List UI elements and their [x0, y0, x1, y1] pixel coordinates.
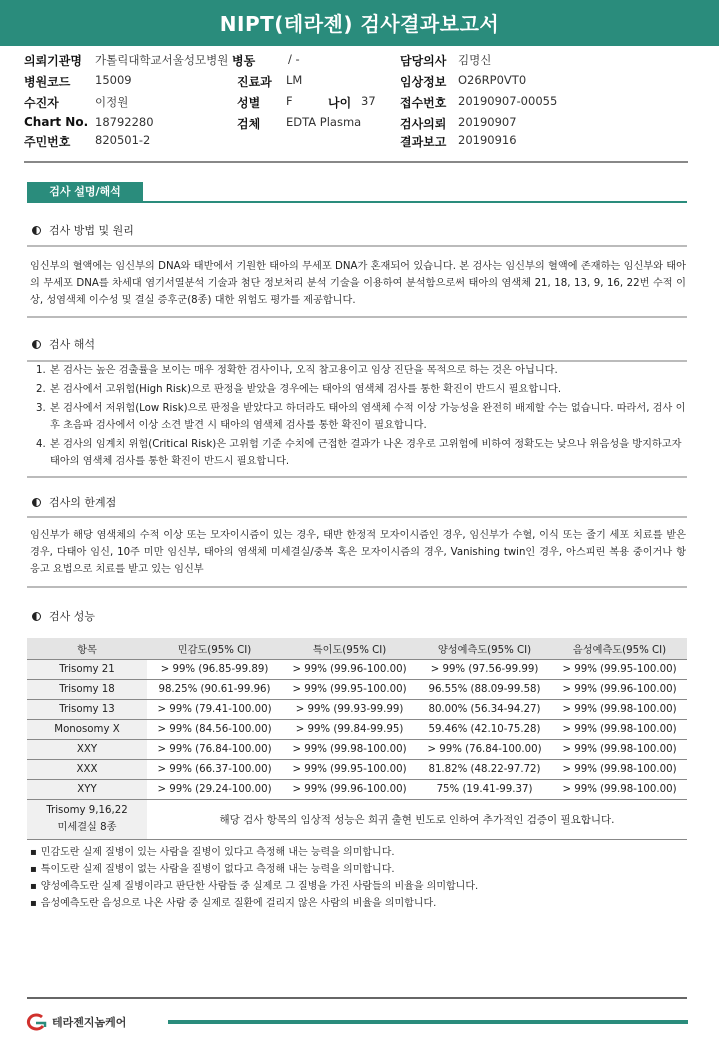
extra-note: 해당 검사 항목의 임상적 성능은 희귀 출현 빈도로 인하여 추가적인 검증이 필요합니다. [147, 799, 687, 839]
table-cell: 75% (19.41-99.37) [417, 779, 552, 799]
department-value: LM [286, 73, 303, 87]
specimen-value: EDTA Plasma [286, 115, 362, 129]
divider [27, 316, 687, 318]
table-cell: > 99% (79.41-100.00) [147, 699, 282, 719]
sex-value: F [286, 94, 293, 108]
chart-label: Chart No. [24, 115, 89, 129]
resident-value: 820501-2 [95, 133, 151, 147]
sex-label: 성별 [237, 96, 261, 110]
half-circle-icon [32, 612, 41, 621]
age-label: 나이 [328, 96, 352, 110]
performance-heading-text: 검사 성능 [49, 610, 96, 623]
divider [27, 476, 687, 478]
table-row [27, 699, 687, 719]
institution-value: 가톨릭대학교서울성모병원 [95, 53, 229, 67]
column-header: 특이도(95% CI) [282, 638, 417, 659]
table-cell: > 99% (99.98-100.00) [552, 719, 687, 739]
table-row [27, 679, 687, 699]
logo-text: 테라젠지놈케어 [52, 1016, 127, 1029]
receipt-value: 20190907-00055 [458, 94, 558, 108]
method-heading-text: 검사 방법 및 원리 [49, 224, 134, 237]
examinee-label: 수진자 [24, 96, 59, 110]
limitations-text: 임신부가 해당 염색체의 수적 이상 또는 모자이시즘이 있는 경우, 태반 한정적 모자이시즘인 경우, 임신부가 수혈, 이식 또는 줄기 세포 치료를 받은 경우, 다태아 임신, 10주 미만 임신부, 태아의 염색체 미세결실/중복 혹은 모자이시즘의 경우, Vanishing twin인 경우, 아스피린 복용 중이거나 항 응고 요법으로 치료를 받고 있는 임신부 [30, 530, 686, 575]
request-date-value: 20190907 [458, 115, 517, 129]
table-cell: > 99% (99.98-100.00) [552, 739, 687, 759]
department-label: 진료과 [237, 75, 272, 89]
extra-label: Trisomy 9,16,22 [46, 805, 128, 816]
method-text: 임신부의 혈액에는 임신부의 DNA와 태반에서 기원한 태아의 무세포 DNA가 혼재되어 있습니다. 본 검사는 임신부의 혈액에 존재하는 임신부와 태아의 무세포 DNA를 차세대 염기서열분석 기술과 첨단 정보처리 분석 기술을 이용하여 분석함으로써 태아의 염색체 21, 18, 13, 9, 16, 22번 수적 이상, 성염색체 이수성 및 결실 증후군(8종) 대한 위험도 평가를 제공합니다. [30, 261, 687, 306]
item-number: 2. [36, 384, 46, 395]
row-label-cell: XYY [27, 779, 147, 799]
extra-items-cell [27, 799, 147, 839]
extra-label: 미세결실 8종 [57, 822, 117, 833]
half-circle-icon [32, 340, 41, 349]
table-cell: 96.55% (88.09-99.58) [417, 679, 552, 699]
table-row [27, 739, 687, 759]
row-label-cell: Trisomy 18 [27, 679, 147, 699]
limitations-heading [32, 494, 116, 510]
divider [27, 245, 687, 247]
table-cell: > 99% (99.98-100.00) [552, 699, 687, 719]
item-text: 본 검사에서 저위험(Low Risk)으로 판정을 받았다고 하더라도 태아의 염색체 수적 이상 가능성을 완전히 배제할 수는 없습니다. 따라서, 검사 이후 초음파 검사에서 이상 소견 발견 시 태아의 염색체 검사를 통한 확진이 필요합니다. [50, 403, 686, 431]
item-number: 3. [36, 403, 46, 414]
divider [27, 516, 687, 518]
half-circle-icon [32, 498, 41, 507]
list-item [36, 400, 686, 434]
table-cell: > 99% (99.84-99.95) [282, 719, 417, 739]
doctor-label: 담당의사 [400, 54, 447, 68]
section-underline [27, 201, 687, 203]
clinical-value: O26RP0VT0 [458, 73, 527, 87]
list-item [36, 381, 686, 398]
interpretation-heading [32, 336, 95, 352]
table-cell: 81.82% (48.22-97.72) [417, 759, 552, 779]
item-number: 4. [36, 439, 46, 450]
divider [27, 586, 687, 588]
column-header: 민감도(95% CI) [147, 638, 282, 659]
examinee-value: 이정원 [95, 95, 129, 109]
footnote: ▪ 양성예측도란 실제 질병이라고 판단한 사람들 중 실제로 그 질병을 가진 사람들의 비율을 의미합니다. [30, 878, 680, 895]
logo-icon [24, 1013, 50, 1031]
table-cell: > 99% (99.95-100.00) [552, 659, 687, 679]
table-cell: > 99% (99.96-100.00) [282, 779, 417, 799]
chart-value: 18792280 [95, 115, 154, 129]
table-row [27, 779, 687, 799]
table-row [27, 659, 687, 679]
table-cell: 59.46% (42.10-75.28) [417, 719, 552, 739]
performance-heading [32, 608, 95, 624]
footnotes [30, 844, 680, 912]
receipt-label: 접수번호 [400, 96, 447, 110]
ward-value: / - [288, 52, 300, 66]
performance-table [27, 638, 687, 840]
table-cell: > 99% (76.84-100.00) [417, 739, 552, 759]
interpretation-list [36, 362, 686, 472]
table-cell: > 99% (97.56-99.99) [417, 659, 552, 679]
table-cell: > 99% (99.95-100.00) [282, 759, 417, 779]
bottom-divider [27, 997, 687, 999]
item-text: 본 검사는 높은 검출률을 보이는 매우 정확한 검사이나, 오직 참고용이고 임상 진단을 목적으로 하는 것은 아닙니다. [50, 365, 558, 376]
list-item [36, 436, 686, 470]
row-label-cell: XXX [27, 759, 147, 779]
table-cell: > 99% (99.93-99.99) [282, 699, 417, 719]
item-number: 1. [36, 365, 46, 376]
patient-info [24, 52, 704, 152]
list-item [36, 362, 686, 379]
column-header: 양성예측도(95% CI) [417, 638, 552, 659]
table-cell: > 99% (76.84-100.00) [147, 739, 282, 759]
row-label-cell: Monosomy X [27, 719, 147, 739]
logo-bar [168, 1020, 688, 1024]
table-cell: > 99% (84.56-100.00) [147, 719, 282, 739]
table-row [27, 719, 687, 739]
item-text: 본 검사의 임계치 위험(Critical Risk)은 고위험 기준 수치에 근접한 결과가 나온 경우로 고위험에 비하여 정확도는 낮으나 위음성을 방지하고자 태아의 염색체 검사를 통한 확진이 반드시 필요합니다. [50, 439, 682, 467]
institution-label: 의뢰기관명 [24, 54, 82, 68]
table-cell: > 99% (29.24-100.00) [147, 779, 282, 799]
table-cell: > 99% (99.98-100.00) [282, 739, 417, 759]
row-label-cell: Trisomy 21 [27, 659, 147, 679]
company-logo [24, 1013, 126, 1031]
table-header-row [27, 638, 687, 659]
table-row [27, 759, 687, 779]
table-cell: > 99% (66.37-100.00) [147, 759, 282, 779]
resident-label: 주민번호 [24, 135, 71, 149]
table-row [27, 799, 687, 839]
table-cell: 80.00% (56.34-94.27) [417, 699, 552, 719]
info-divider [24, 161, 688, 163]
specimen-label: 검체 [237, 117, 261, 131]
table-cell: 98.25% (90.61-99.96) [147, 679, 282, 699]
table-cell: > 99% (99.95-100.00) [282, 679, 417, 699]
table-cell: > 99% (96.85-99.89) [147, 659, 282, 679]
limitations-heading-text: 검사의 한계점 [49, 496, 117, 509]
section-tab: 검사 설명/해석 [27, 182, 143, 202]
interpretation-heading-text: 검사 해석 [49, 338, 96, 351]
report-date-label: 결과보고 [400, 135, 447, 149]
footnote: ▪ 음성예측도란 음성으로 나온 사람 중 실제로 질환에 걸리지 않은 사람의 비율을 의미합니다. [30, 895, 680, 912]
row-label-cell: Trisomy 13 [27, 699, 147, 719]
doctor-value: 김명신 [458, 53, 492, 67]
request-date-label: 검사의뢰 [400, 117, 447, 131]
item-text: 본 검사에서 고위험(High Risk)으로 판정을 받았을 경우에는 태아의 염색체 검사를 통한 확진이 반드시 필요합니다. [50, 384, 562, 395]
ward-label: 병동 [232, 54, 256, 68]
footnote: ▪ 특이도란 실제 질병이 없는 사람을 질병이 없다고 측정해 내는 능력을 의미합니다. [30, 861, 680, 878]
hospital-code-label: 병원코드 [24, 75, 71, 89]
table-cell: > 99% (99.98-100.00) [552, 759, 687, 779]
table-cell: > 99% (99.98-100.00) [552, 779, 687, 799]
report-date-value: 20190916 [458, 133, 517, 147]
hospital-code-value: 15009 [95, 73, 132, 87]
half-circle-icon [32, 226, 41, 235]
column-header: 음성예측도(95% CI) [552, 638, 687, 659]
method-heading [32, 222, 134, 238]
row-label-cell: XXY [27, 739, 147, 759]
age-value: 37 [361, 94, 376, 108]
footnote: ▪ 민감도란 실제 질병이 있는 사람을 질병이 있다고 측정해 내는 능력을 의미합니다. [30, 844, 680, 861]
table-cell: > 99% (99.96-100.00) [552, 679, 687, 699]
column-header: 항목 [27, 638, 147, 659]
clinical-label: 임상정보 [400, 75, 447, 89]
report-title: NIPT(테라젠) 검사결과보고서 [0, 0, 719, 46]
table-cell: > 99% (99.96-100.00) [282, 659, 417, 679]
